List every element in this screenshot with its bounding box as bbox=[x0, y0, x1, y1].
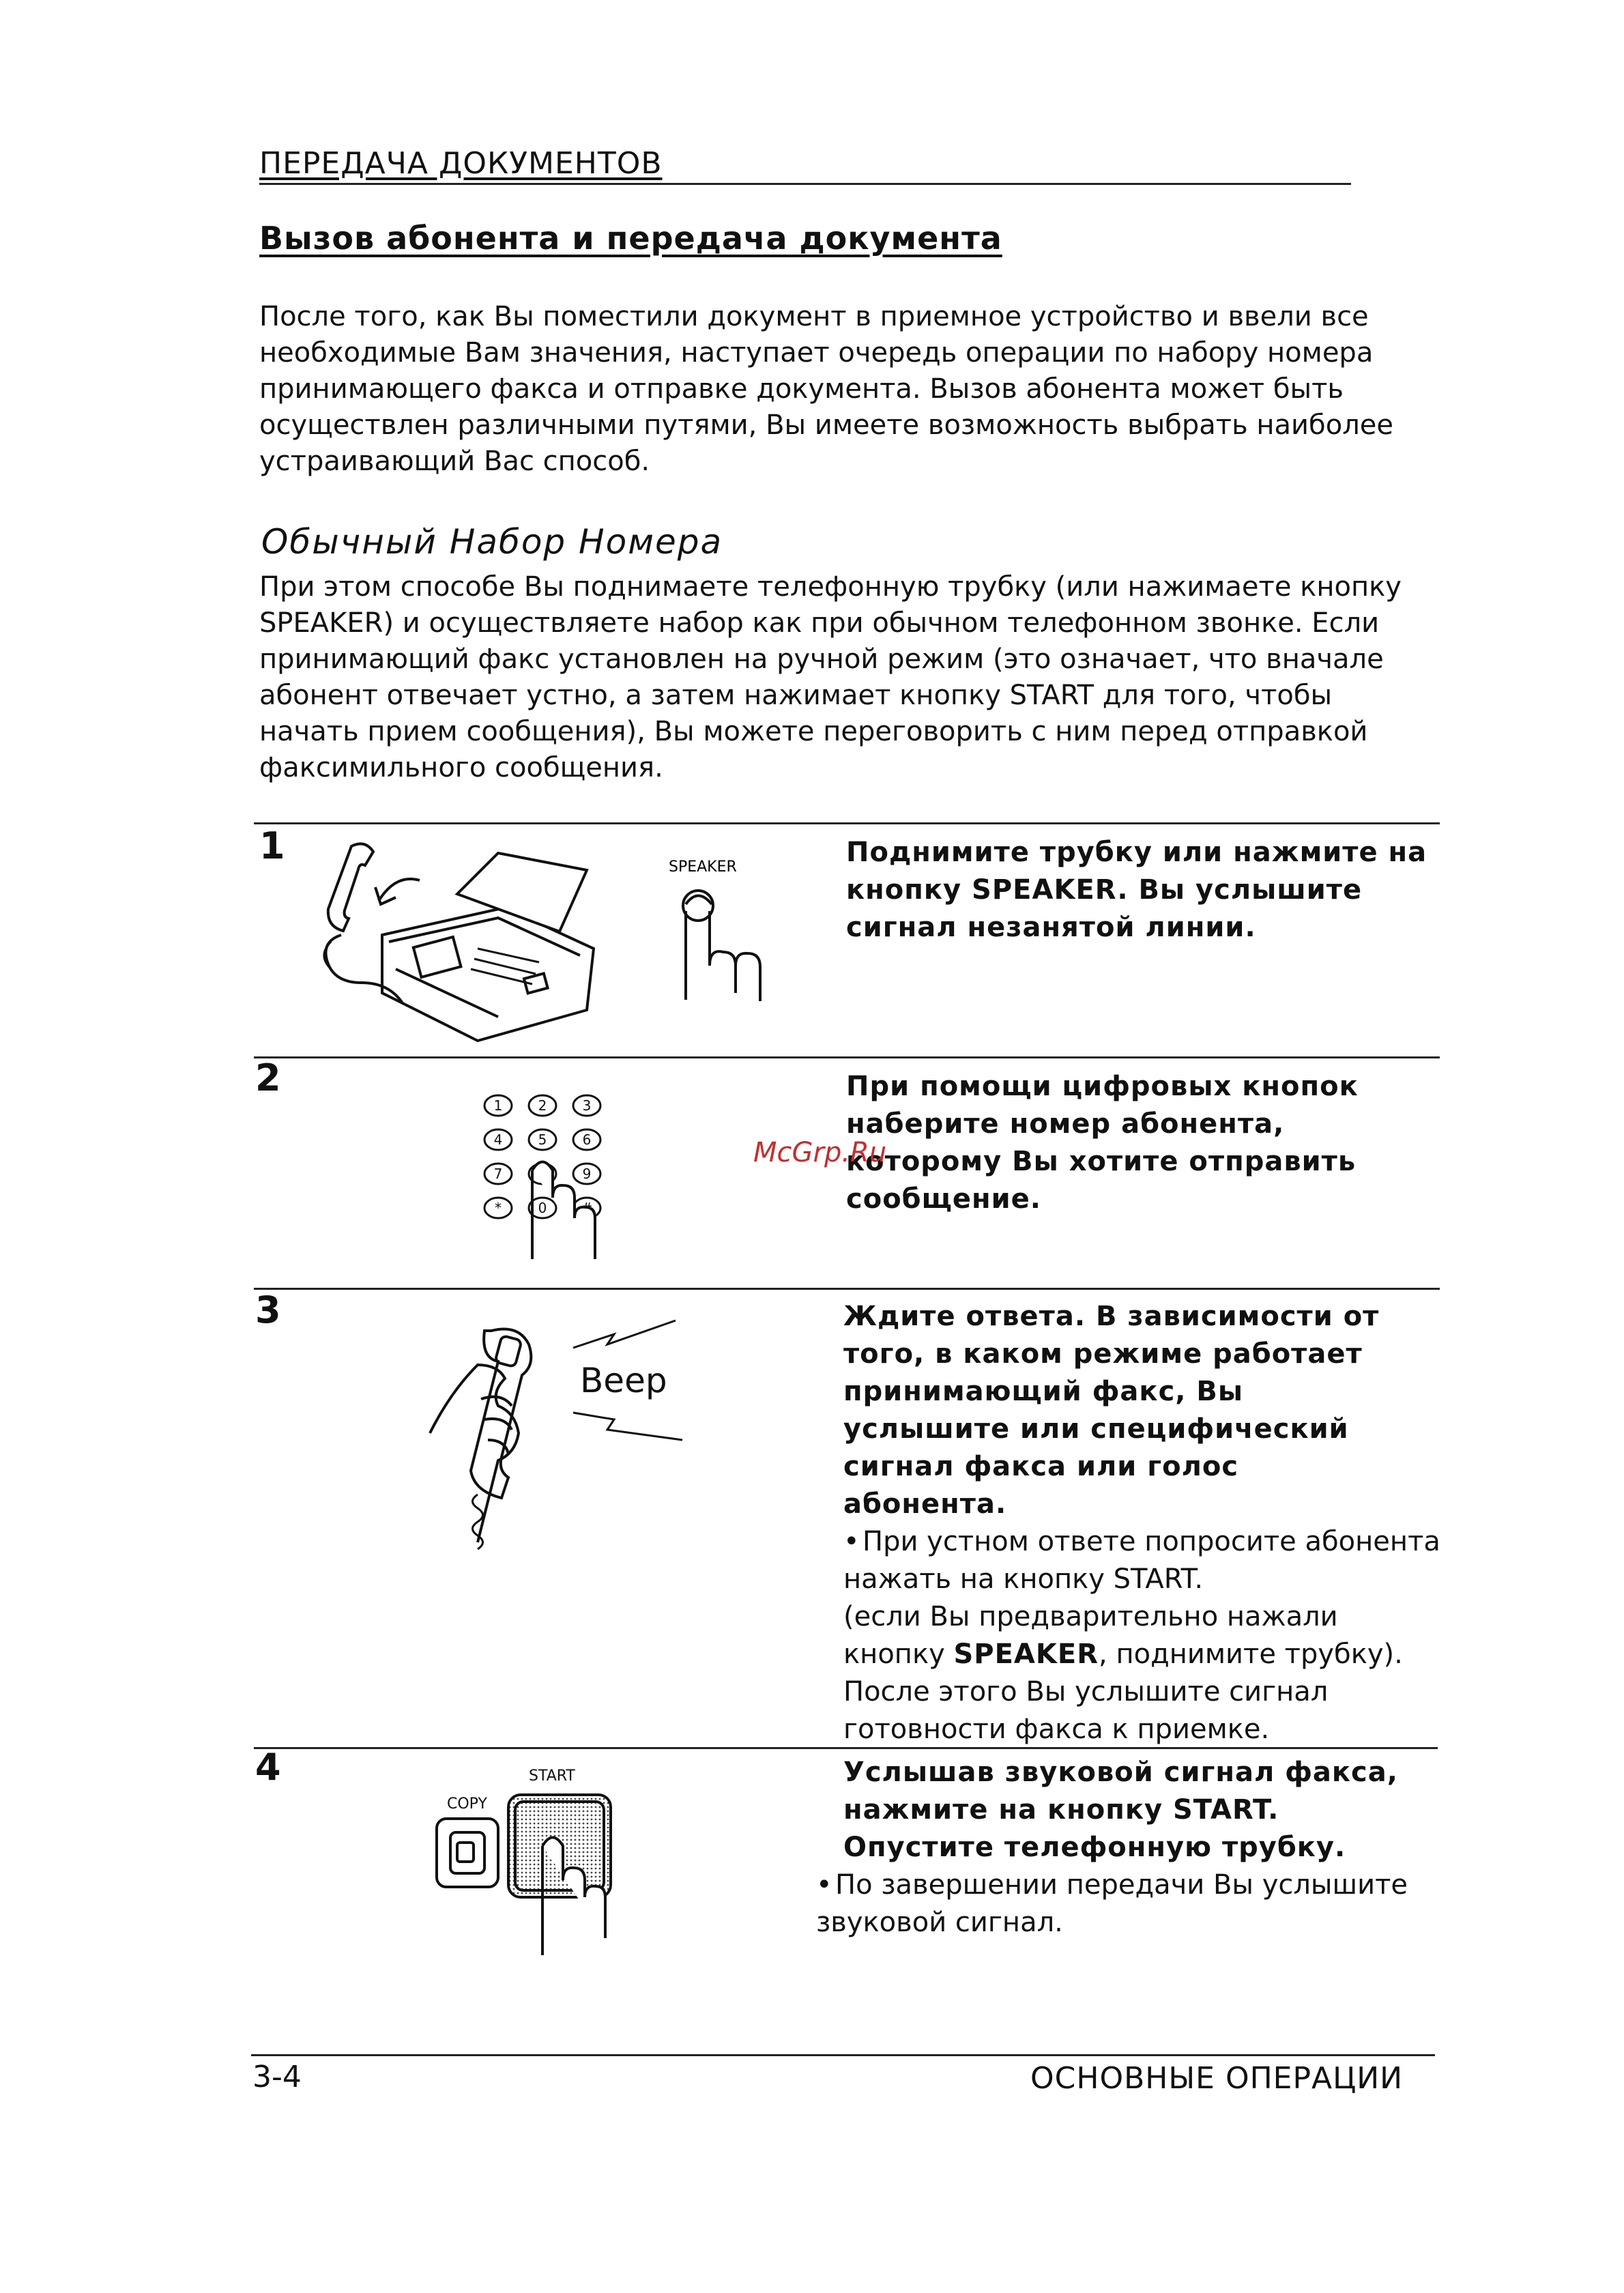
key-4: 4 bbox=[493, 1131, 503, 1148]
key-2: 2 bbox=[538, 1097, 547, 1114]
key-6: 6 bbox=[582, 1131, 592, 1148]
step-3-note-2-end: , поднимите трубку). После этого Вы услышите сигнал готовности факса к приемке. bbox=[843, 1639, 1403, 1745]
step-3-instruction bbox=[843, 1298, 1444, 1748]
key-7: 7 bbox=[493, 1166, 503, 1182]
key-5: 5 bbox=[538, 1131, 547, 1148]
step-3-note bbox=[843, 1523, 1444, 1598]
step-3-note-2-text: (если Вы предварительно нажали кнопку bbox=[843, 1601, 1338, 1670]
step-4-text: Услышав звуковой сигнал факса, нажмите на кнопку START. Опустите телефонную трубку. bbox=[843, 1757, 1398, 1863]
page-title: Вызов абонента и передача документа bbox=[259, 220, 1002, 257]
step-3-note-text: При устном ответе попросите абонента нажать на кнопку START. bbox=[843, 1526, 1440, 1595]
copy-label: COPY bbox=[447, 1796, 487, 1813]
subsection-title: Обычный Набор Номера bbox=[261, 522, 723, 562]
intro-paragraph: После того, как Вы поместили документ в приемное устройство и ввели все необходимые Вам значения, наступает очередь операции по набору номера принимающего факса и отправке документа. Вызов абонента может быть осуществлен различными путями, Вы имеете возможность выбрать наиболее устраивающий Вас способ. bbox=[259, 301, 1393, 477]
beep-label: Beep bbox=[580, 1361, 667, 1400]
bullet-icon: • bbox=[816, 1869, 832, 1901]
step-number: 4 bbox=[255, 1746, 281, 1789]
key-star: * bbox=[495, 1200, 502, 1216]
page-number: 3-4 bbox=[252, 2060, 302, 2094]
subsection-text: При этом способе Вы поднимаете телефонную трубку (или нажимаете кнопку SPEAKER) и осуществляете набор как при обычном телефонном звонке. Если принимающий факс установлен на ручной режим (это означает, что вначале абонент отвечает устно, а затем нажимает кнопку START для того, чтобы начать прием сообщения), Вы можете переговорить с ним перед отправкой факсимильного сообщения. bbox=[259, 571, 1402, 783]
chapter-title: ОСНОВНЫЕ ОПЕРАЦИИ bbox=[1030, 2061, 1404, 2096]
key-1: 1 bbox=[493, 1097, 503, 1114]
step-divider bbox=[254, 1747, 1438, 1749]
step-divider bbox=[254, 1288, 1440, 1290]
step-divider bbox=[254, 822, 1440, 824]
step-number: 3 bbox=[255, 1288, 281, 1331]
watermark: McGrp.Ru bbox=[753, 1137, 887, 1168]
start-label: START bbox=[529, 1768, 575, 1785]
step-number: 1 bbox=[259, 824, 285, 867]
step-1-text: Поднимите трубку или нажмите на кнопку SPEAKER. Вы услышите сигнал незанятой линии. bbox=[846, 837, 1427, 943]
footer-divider bbox=[251, 2054, 1435, 2056]
step-4-note bbox=[816, 1866, 1444, 1942]
step-number: 2 bbox=[255, 1056, 281, 1099]
key-0: 0 bbox=[538, 1200, 547, 1216]
key-9: 9 bbox=[582, 1166, 592, 1182]
step-divider bbox=[254, 1056, 1440, 1058]
step-4-note-text: По завершении передачи Вы услышите звуковой сигнал. bbox=[816, 1869, 1408, 1938]
copy-start-buttons-illustration bbox=[430, 1764, 648, 1969]
handset-beep-illustration bbox=[416, 1317, 703, 1556]
finger-press-speaker-illustration bbox=[655, 856, 812, 1013]
speaker-label: SPEAKER bbox=[669, 859, 737, 876]
step-3-note-2-bold: SPEAKER bbox=[953, 1639, 1099, 1670]
fax-handset-illustration bbox=[300, 833, 600, 1030]
step-3-note-2 bbox=[843, 1598, 1444, 1748]
step-2-instruction bbox=[846, 1068, 1440, 1218]
step-2-text: При помощи цифровых кнопок наберите номер абонента, которому Вы хотите отправить сообщение. bbox=[846, 1071, 1359, 1215]
step-1-instruction bbox=[846, 834, 1433, 947]
bullet-icon: • bbox=[843, 1526, 860, 1557]
section-header: ПЕРЕДАЧА ДОКУМЕНТОВ bbox=[259, 145, 1351, 185]
keypad-illustration bbox=[478, 1085, 621, 1263]
step-4-instruction bbox=[816, 1754, 1444, 1942]
key-3: 3 bbox=[582, 1097, 592, 1114]
step-3-text: Ждите ответа. В зависимости от того, в каком режиме работает принимающий факс, Вы услышите или специфический сигнал факса или голос абонента. bbox=[843, 1301, 1380, 1520]
